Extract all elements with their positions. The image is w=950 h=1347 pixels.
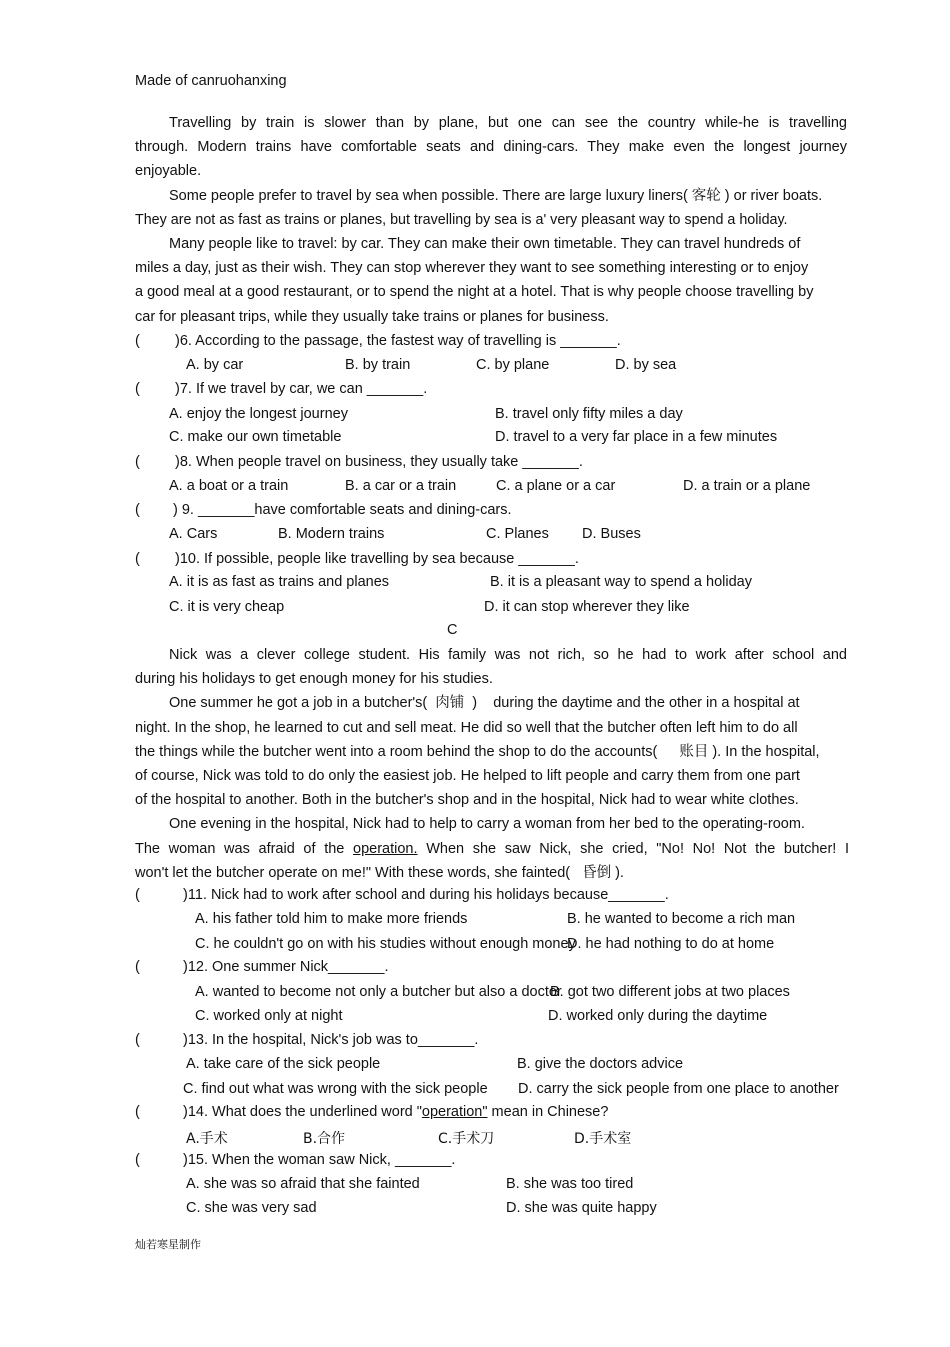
option-c: C. he couldn't go on with his studies without enough money	[195, 936, 576, 952]
option-a: A. take care of the sick people	[186, 1056, 381, 1072]
passage-c-p3-line-1: One evening in the hospital, Nick had to help to carry a woman from her bed to the operating-room.	[169, 816, 805, 833]
passage-c-p2-line-4: of course, Nick was told to do only the easiest job. He helped to lift people and carry them from one part	[135, 768, 800, 785]
option-a: A. a boat or a train	[169, 478, 289, 494]
answer-bracket[interactable]: (	[135, 551, 140, 567]
passage-c-p2-line-3: the things while the butcher went into a room behind the shop to do the accounts( 账目 ). In the hospital,	[135, 743, 820, 760]
option-d: D. she was quite happy	[506, 1200, 657, 1216]
passage-b-p2-line-2: They are not as fast as trains or planes, but travelling by sea is a' very pleasant way to spend a holiday.	[135, 211, 788, 228]
passage-c	[135, 643, 850, 885]
option-c: C. it is very cheap	[169, 599, 285, 615]
option-a: A. it is as fast as trains and planes	[169, 574, 390, 590]
option-a: A. by car	[186, 357, 244, 373]
option-c: C. make our own timetable	[169, 429, 342, 445]
option-c: C. Planes	[486, 526, 549, 542]
page-header: Made of canruohanxing	[135, 73, 287, 89]
passage-c-p2-line-1: One summer he got a job in a butcher's( 肉铺 ) during the daytime and the other in a hospital at	[169, 695, 800, 712]
answer-bracket[interactable]: (	[135, 1032, 140, 1048]
option-b: B. he wanted to become a rich man	[567, 911, 796, 927]
option-a: A. she was so afraid that she fainted	[186, 1176, 420, 1192]
option-b: B. by train	[345, 357, 411, 373]
question-text: )15. When the woman saw Nick, _______.	[183, 1152, 456, 1168]
question-text: )11. Nick had to work after school and during his holidays because_______.	[183, 887, 669, 903]
answer-bracket[interactable]: (	[135, 502, 140, 518]
option-d: D. carry the sick people from one place to another	[518, 1081, 839, 1097]
option-b: B. a car or a train	[345, 478, 457, 494]
answer-bracket[interactable]: (	[135, 381, 140, 397]
page-footer: 灿若寒星制作	[135, 1238, 201, 1251]
option-c: C.手术刀	[438, 1131, 495, 1147]
passage-c-p1-line-1: Nick was a clever college student. His family was not rich, so he had to work after school and	[169, 647, 847, 663]
question-text: )12. One summer Nick_______.	[183, 959, 389, 975]
option-b: B. Modern trains	[278, 526, 385, 542]
option-a: A.手术	[186, 1131, 228, 1147]
passage-c-p2-line-5: of the hospital to another. Both in the butcher's shop and in the hospital, Nick had to wear white clothes.	[135, 792, 799, 809]
passage-c-p3-line-3: won't let the butcher operate on me!" With these words, she fainted( 昏倒 ).	[135, 864, 624, 881]
passage-b-p1-line-1: Travelling by train is slower than by plane, but one can see the country while-he is travelling	[169, 115, 847, 131]
passage-b-p3-line-4: car for pleasant trips, while they usually take trains or planes for business.	[135, 308, 609, 325]
option-c: C. find out what was wrong with the sick people	[183, 1081, 488, 1097]
option-a: A. wanted to become not only a butcher but also a doctor	[195, 984, 562, 1000]
option-c: C. a plane or a car	[496, 478, 616, 494]
passage-b-p2-line-1: Some people prefer to travel by sea when possible. There are large luxury liners( 客轮 ) or river boats.	[169, 187, 823, 204]
passage-c-p3-line-2: The woman was afraid of the operation. When she saw Nick, she cried, "No! No! Not the butcher! I	[135, 840, 850, 857]
option-a: A. enjoy the longest journey	[169, 406, 348, 422]
option-b: B. she was too tired	[506, 1176, 634, 1192]
option-d: D. he had nothing to do at home	[567, 936, 775, 952]
answer-bracket[interactable]: (	[135, 1152, 140, 1168]
underlined-word-operation: operation.	[353, 840, 418, 857]
passage-b	[135, 111, 847, 329]
option-d: D. by sea	[615, 357, 677, 373]
answer-bracket[interactable]: (	[135, 959, 140, 975]
passage-b-p3-line-1: Many people like to travel: by car. They can make their own timetable. They can travel hundreds of	[169, 236, 801, 253]
option-d: D. worked only during the daytime	[548, 1008, 768, 1024]
option-b: B. travel only fifty miles a day	[495, 406, 683, 422]
option-d: D. Buses	[582, 526, 641, 542]
section-heading-c: C	[447, 622, 458, 638]
option-d: D. travel to a very far place in a few minutes	[495, 429, 778, 445]
question-text: )7. If we travel by car, we can _______.	[175, 381, 428, 397]
passage-b-p3-line-3: a good meal at a good restaurant, or to spend the night at a hotel. That is why people choose travelling by	[135, 284, 814, 301]
option-b: B. it is a pleasant way to spend a holiday	[490, 574, 752, 590]
option-d: D. a train or a plane	[683, 478, 811, 494]
option-c: C. she was very sad	[186, 1200, 317, 1216]
option-d: D.手术室	[574, 1131, 632, 1147]
question-text: )8. When people travel on business, they usually take _______.	[175, 454, 583, 470]
question-text: ) 9. _______have comfortable seats and dining-cars.	[173, 502, 512, 518]
option-c: C. worked only at night	[195, 1008, 343, 1024]
question-text: )10. If possible, people like travelling by sea because _______.	[175, 551, 579, 567]
option-a: A. his father told him to make more friends	[195, 911, 468, 927]
option-b: B. got two different jobs at two places	[550, 984, 790, 1000]
option-a: A. Cars	[169, 526, 218, 542]
question-text: )14. What does the underlined word "operation" mean in Chinese?	[183, 1104, 609, 1120]
passage-b-p1-line-3: enjoyable.	[135, 163, 202, 180]
option-c: C. by plane	[476, 357, 550, 373]
passage-c-p2-line-2: night. In the shop, he learned to cut and sell meat. He did so well that the butcher often left him to do all	[135, 719, 798, 736]
answer-bracket[interactable]: (	[135, 333, 140, 349]
answer-bracket[interactable]: (	[135, 1104, 140, 1120]
passage-c-p1-line-2: during his holidays to get enough money for his studies.	[135, 671, 493, 688]
passage-b-p1-line-2: through. Modern trains have comfortable seats and dining-cars. They make even the longest journey	[135, 139, 847, 156]
answer-bracket[interactable]: (	[135, 887, 140, 903]
underlined-word-operation-ref: operation"	[421, 1104, 488, 1120]
passage-b-p3-line-2: miles a day, just as their wish. They can stop wherever they want to see something interesting or to enjoy	[135, 260, 809, 277]
option-b: B.合作	[303, 1131, 346, 1147]
option-d: D. it can stop wherever they like	[484, 599, 690, 615]
option-b: B. give the doctors advice	[517, 1056, 684, 1072]
question-text: )13. In the hospital, Nick's job was to_______.	[183, 1032, 479, 1048]
answer-bracket[interactable]: (	[135, 454, 140, 470]
question-text: )6. According to the passage, the fastest way of travelling is _______.	[175, 333, 621, 349]
